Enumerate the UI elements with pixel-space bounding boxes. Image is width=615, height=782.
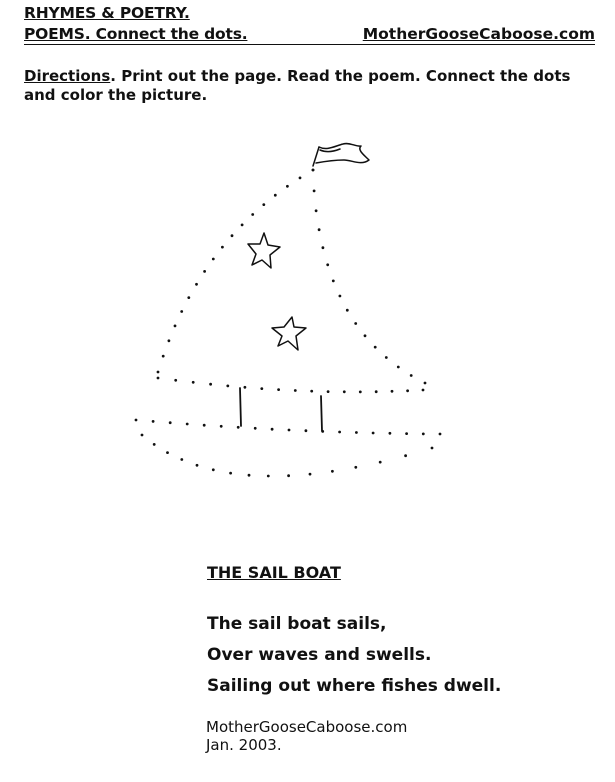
dot [397,366,400,369]
dot [157,371,160,374]
dot [294,389,297,392]
dot [203,270,206,273]
dot [262,203,265,206]
dot [354,466,357,469]
dot [166,451,169,454]
dot [251,213,254,216]
dot [168,339,171,342]
dot [180,310,183,313]
dot [312,169,315,172]
dot [174,325,177,328]
poem-line: The sail boat sails, [207,614,387,634]
dot [359,391,362,394]
dot [135,419,138,422]
dot [385,356,388,359]
dot [162,355,165,358]
dot [248,474,251,477]
dot [326,263,329,266]
dot [229,472,232,475]
dot [226,385,229,388]
dot [212,258,215,261]
dot [338,431,341,434]
dot [186,423,189,426]
poem-title: THE SAIL BOAT [207,563,341,582]
dot [410,374,413,377]
dot [309,473,312,476]
dot [439,433,442,436]
flag-icon [313,144,369,166]
dot [372,432,375,435]
dot [286,185,289,188]
dot [288,429,291,432]
star-icon [272,317,306,350]
dot [203,424,206,427]
dot [405,432,408,435]
directions-label: Directions [24,67,111,85]
dot [354,322,357,325]
dot [195,283,198,286]
dot [431,447,434,450]
dot [209,383,212,386]
dot [404,454,407,457]
footer-date: Jan. 2003. [206,736,282,754]
dot [310,390,313,393]
dot [221,246,224,249]
dot [318,228,321,231]
dot [196,464,199,467]
dot [260,387,263,390]
dot [152,420,155,423]
dot [327,390,330,393]
dot [241,224,244,227]
dot [346,309,349,312]
dot [379,461,382,464]
site-name-header: MotherGooseCaboose.com [362,25,595,43]
dot [192,381,195,384]
dot [212,468,215,471]
dot [332,280,335,283]
dot [237,426,240,429]
star-icon [248,233,280,268]
dot [315,209,318,212]
dot [422,389,425,392]
dot [169,421,172,424]
dot [374,346,377,349]
dot [180,458,183,461]
section-heading: RHYMES & POETRY. [24,4,190,22]
dot [322,246,325,249]
dot [313,190,316,193]
dot [187,296,190,299]
dot [364,334,367,337]
poem-line: Sailing out where fishes dwell. [207,676,502,696]
dot [424,382,427,385]
dot [355,431,358,434]
mast-lines [240,388,322,431]
dot [305,429,308,432]
poem-line: Over waves and swells. [207,645,432,665]
dot [343,390,346,393]
dot [231,234,234,237]
dot [389,432,392,435]
dot [375,390,378,393]
dot [153,443,156,446]
dot [254,427,257,430]
dot [267,475,270,478]
page-subheading: POEMS. Connect the dots. [24,25,248,43]
dot [287,474,290,477]
dot [406,389,409,392]
dot [174,379,177,382]
dot [299,177,302,180]
dot [220,425,223,428]
dot [331,470,334,473]
dot [339,295,342,298]
directions-body: . Print out the page. Read the poem. Connect the dots and color the picture. [24,67,571,104]
footer-site: MotherGooseCaboose.com [206,718,408,736]
dot [141,434,144,437]
dot [274,194,277,197]
dot [422,433,425,436]
dot [391,390,394,393]
dot [244,386,247,389]
dot [157,377,160,380]
dot [277,388,280,391]
dot [271,428,274,431]
